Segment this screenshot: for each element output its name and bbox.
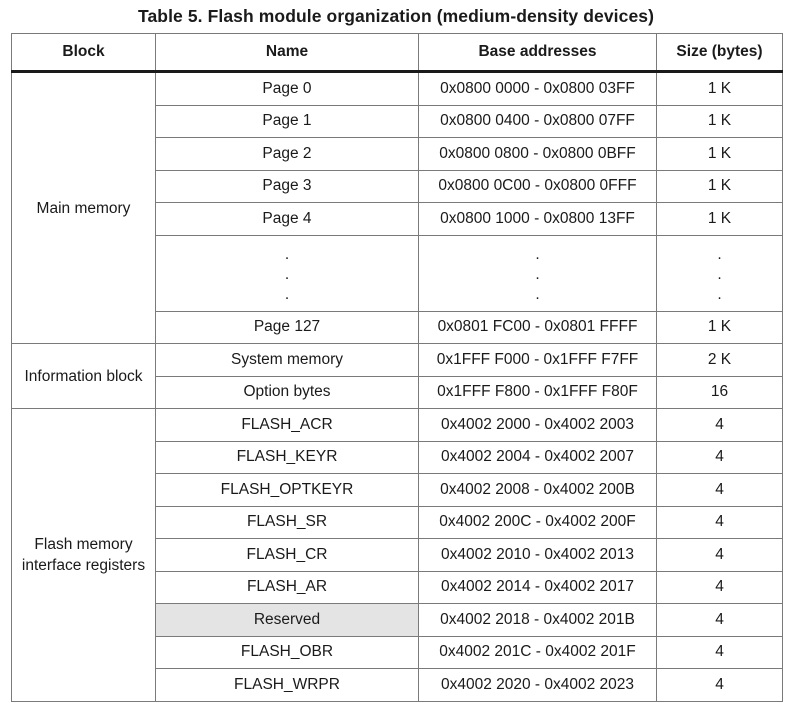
cell-name: FLASH_AR bbox=[156, 571, 419, 604]
cell-name: Page 2 bbox=[156, 138, 419, 171]
cell-base: 0x4002 2014 - 0x4002 2017 bbox=[419, 571, 657, 604]
cell-size: 1 K bbox=[657, 170, 783, 203]
cell-size: 4 bbox=[657, 604, 783, 637]
cell-size: 1 K bbox=[657, 311, 783, 344]
table-row bbox=[12, 344, 783, 377]
header-row bbox=[12, 34, 783, 72]
cell-size: 4 bbox=[657, 441, 783, 474]
cell-name: Page 1 bbox=[156, 105, 419, 138]
ellipsis-name: . . . bbox=[156, 235, 419, 311]
cell-size: 4 bbox=[657, 571, 783, 604]
cell-name: Option bytes bbox=[156, 376, 419, 409]
cell-base: 0x0800 0C00 - 0x0800 0FFF bbox=[419, 170, 657, 203]
cell-name: Reserved bbox=[156, 604, 419, 637]
flash-organization-table bbox=[11, 33, 783, 702]
block-main-memory: Main memory bbox=[12, 72, 156, 344]
cell-name: FLASH_OPTKEYR bbox=[156, 474, 419, 507]
table-row bbox=[12, 72, 783, 106]
header-name: Name bbox=[156, 34, 419, 72]
cell-size: 4 bbox=[657, 539, 783, 572]
cell-name: Page 3 bbox=[156, 170, 419, 203]
cell-size: 4 bbox=[657, 669, 783, 702]
cell-name: Page 4 bbox=[156, 203, 419, 236]
cell-base: 0x4002 200C - 0x4002 200F bbox=[419, 506, 657, 539]
cell-base: 0x0800 1000 - 0x0800 13FF bbox=[419, 203, 657, 236]
cell-size: 1 K bbox=[657, 72, 783, 106]
cell-base: 0x1FFF F000 - 0x1FFF F7FF bbox=[419, 344, 657, 377]
cell-name: Page 127 bbox=[156, 311, 419, 344]
cell-name: FLASH_CR bbox=[156, 539, 419, 572]
cell-base: 0x4002 2008 - 0x4002 200B bbox=[419, 474, 657, 507]
cell-name: FLASH_WRPR bbox=[156, 669, 419, 702]
cell-name: Page 0 bbox=[156, 72, 419, 106]
cell-size: 1 K bbox=[657, 105, 783, 138]
ellipsis-base: . . . bbox=[419, 235, 657, 311]
cell-base: 0x4002 2018 - 0x4002 201B bbox=[419, 604, 657, 637]
cell-name: FLASH_SR bbox=[156, 506, 419, 539]
cell-size: 4 bbox=[657, 409, 783, 442]
cell-base: 0x0800 0400 - 0x0800 07FF bbox=[419, 105, 657, 138]
cell-size: 1 K bbox=[657, 203, 783, 236]
header-block: Block bbox=[12, 34, 156, 72]
cell-base: 0x0800 0800 - 0x0800 0BFF bbox=[419, 138, 657, 171]
block-information: Information block bbox=[12, 344, 156, 409]
cell-size: 4 bbox=[657, 506, 783, 539]
cell-base: 0x4002 2004 - 0x4002 2007 bbox=[419, 441, 657, 474]
cell-size: 4 bbox=[657, 636, 783, 669]
cell-base: 0x4002 2010 - 0x4002 2013 bbox=[419, 539, 657, 572]
cell-size: 2 K bbox=[657, 344, 783, 377]
cell-base: 0x0800 0000 - 0x0800 03FF bbox=[419, 72, 657, 106]
cell-base: 0x4002 2020 - 0x4002 2023 bbox=[419, 669, 657, 702]
cell-name: FLASH_OBR bbox=[156, 636, 419, 669]
cell-name: FLASH_ACR bbox=[156, 409, 419, 442]
cell-base: 0x1FFF F800 - 0x1FFF F80F bbox=[419, 376, 657, 409]
cell-base: 0x4002 201C - 0x4002 201F bbox=[419, 636, 657, 669]
cell-size: 4 bbox=[657, 474, 783, 507]
header-base-addresses: Base addresses bbox=[419, 34, 657, 72]
table-caption: Table 5. Flash module organization (medium-density devices) bbox=[137, 6, 655, 26]
header-size: Size (bytes) bbox=[657, 34, 783, 72]
table-row bbox=[12, 409, 783, 442]
cell-size: 1 K bbox=[657, 138, 783, 171]
cell-name: FLASH_KEYR bbox=[156, 441, 419, 474]
cell-name: System memory bbox=[156, 344, 419, 377]
cell-size: 16 bbox=[657, 376, 783, 409]
cell-base: 0x4002 2000 - 0x4002 2003 bbox=[419, 409, 657, 442]
block-flash-registers: Flash memory interface registers bbox=[12, 409, 156, 702]
ellipsis-size: . . . bbox=[657, 235, 783, 311]
cell-base: 0x0801 FC00 - 0x0801 FFFF bbox=[419, 311, 657, 344]
